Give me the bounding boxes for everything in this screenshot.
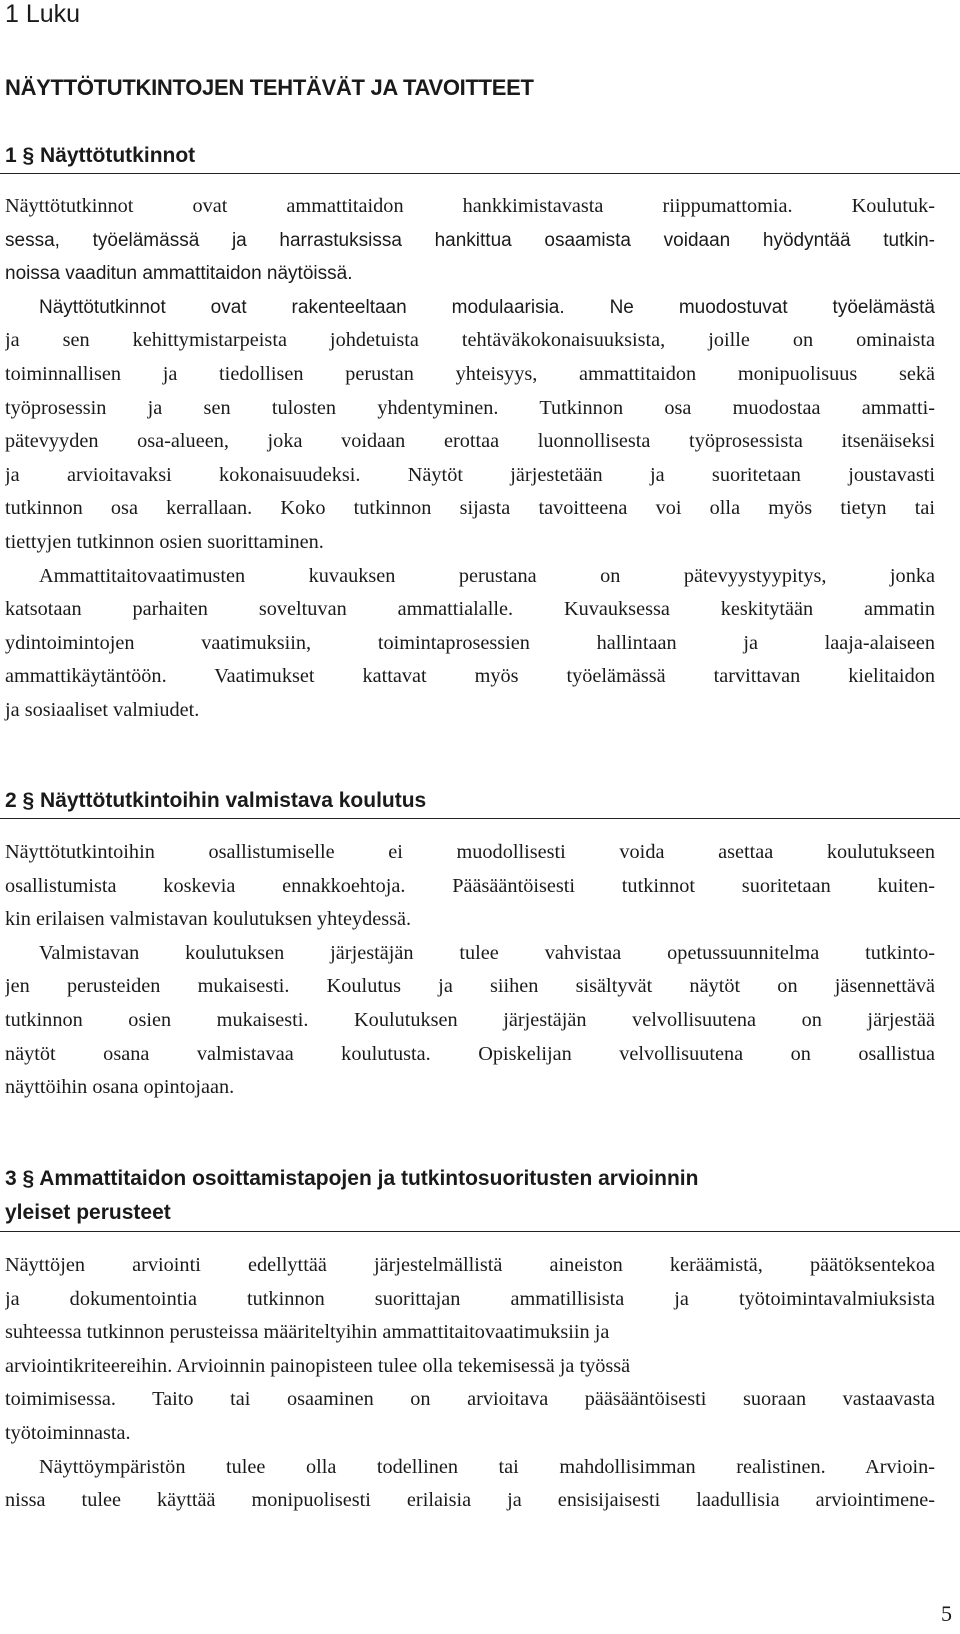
text-line: työtoiminnasta.	[5, 1421, 131, 1444]
text-line: työprosessin ja sen tulosten yhdentyminen. Tutkinnon osa muodostaa ammatti-	[5, 396, 935, 419]
text-line: arviointikriteereihin. Arvioinnin painopisteen tulee olla tekemisessä ja työssä	[5, 1354, 631, 1377]
text-line: jen perusteiden mukaisesti. Koulutus ja siihen sisältyvät näytöt on jäsennettävä	[5, 975, 935, 998]
section-3-body	[5, 1249, 935, 1518]
section-2-heading: 2 § Näyttötutkintoihin valmistava koulutus	[5, 789, 427, 812]
section-3-heading-line: yleiset perusteet	[5, 1201, 171, 1224]
text-line: toimimisessa. Taito tai osaaminen on arvioitava pääsääntöisesti suoraan vastaavasta	[5, 1388, 935, 1411]
text-line: pätevyyden osa-alueen, joka voidaan erottaa luonnollisesta työprosessista itsenäiseksi	[5, 430, 935, 453]
text-line: tutkinnon osien mukaisesti. Koulutuksen järjestäjän velvollisuutena on järjestää	[5, 1008, 935, 1031]
text-line: katsotaan parhaiten soveltuvan ammattialalle. Kuvauksessa keskitytään ammatin	[5, 598, 935, 621]
text-line: tutkinnon osa kerrallaan. Koko tutkinnon sijasta tavoitteena voi olla myös tietyn tai	[5, 497, 935, 520]
text-line: Näyttötutkintoihin osallistumiselle ei muodollisesti voida asettaa koulutukseen	[5, 841, 935, 863]
text-line: Valmistavan koulutuksen järjestäjän tulee vahvistaa opetussuunnitelma tutkinto-	[39, 941, 935, 964]
text-line: kin erilaisen valmistavan koulutuksen yhteydessä.	[5, 908, 412, 931]
text-line: Näyttötutkinnot ovat ammattitaidon hankkimistavasta riippumattomia. Koulutuk-	[5, 195, 935, 217]
text-line: sessa, työelämässä ja harrastuksissa hankittua osaamista voidaan hyödyntää tutkin-	[5, 229, 935, 251]
section-1-divider	[0, 173, 960, 174]
text-line: noissa vaaditun ammattitaidon näytöissä.	[5, 263, 353, 285]
text-line: osallistumista koskevia ennakkoehtoja. Pääsääntöisesti tutkinnot suoritetaan kuiten-	[5, 874, 935, 897]
text-line: Näyttöjen arviointi edellyttää järjestelmällistä aineiston keräämistä, päätöksentekoa	[5, 1254, 935, 1276]
text-line: näyttöihin osana opintojaan.	[5, 1076, 235, 1099]
text-line: ja sosiaaliset valmiudet.	[5, 698, 200, 721]
text-line: ja sen kehittymistarpeista johdetuista tehtäväkokonaisuuksista, joille on ominaista	[5, 329, 935, 352]
text-line: suhteessa tutkinnon perusteissa määriteltyihin ammattitaitovaatimuksiin ja	[5, 1321, 610, 1344]
page-number: 5	[941, 1601, 952, 1626]
text-line: ammattikäytäntöön. Vaatimukset kattavat myös työelämässä tarvittavan kielitaidon	[5, 665, 935, 688]
text-line: nissa tulee käyttää monipuolisesti erilaisia ja ensisijaisesti laadullisia arviointimene-	[5, 1489, 935, 1512]
section-3-heading	[5, 1162, 915, 1230]
text-line: toiminnallisen ja tiedollisen perustan yhteisyys, ammattitaidon monipuolisuus sekä	[5, 362, 935, 385]
section-1-heading: 1 § Näyttötutkinnot	[5, 144, 196, 167]
section-3-heading-line: 3 § Ammattitaidon osoittamistapojen ja tutkintosuoritusten arvioinnin	[5, 1167, 699, 1190]
text-line: ja arvioitavaksi kokonaisuudeksi. Näytöt järjestetään ja suoritetaan joustavasti	[5, 463, 935, 486]
section-2-body	[5, 836, 935, 1105]
section-1-body	[5, 190, 935, 728]
text-line: Näyttöympäristön tulee olla todellinen tai mahdollisimman realistinen. Arvioin-	[39, 1455, 935, 1478]
page-title: NÄYTTÖTUTKINTOJEN TEHTÄVÄT JA TAVOITTEET	[5, 75, 534, 100]
text-line: tiettyjen tutkinnon osien suorittaminen.	[5, 530, 324, 553]
section-3-divider	[0, 1231, 960, 1232]
section-2-divider	[0, 818, 960, 819]
chapter-label: 1 Luku	[5, 0, 81, 28]
text-line: Ammattitaitovaatimusten kuvauksen perustana on pätevyystyypitys, jonka	[39, 564, 935, 587]
text-line: näytöt osana valmistavaa koulutusta. Opiskelijan velvollisuutena on osallistua	[5, 1042, 935, 1065]
text-line: Näyttötutkinnot ovat rakenteeltaan modulaarisia. Ne muodostuvat työelämästä	[39, 296, 935, 318]
text-line: ja dokumentointia tutkinnon suorittajan ammatillisista ja työtoimintavalmiuksista	[5, 1287, 935, 1310]
text-line: ydintoimintojen vaatimuksiin, toimintaprosessien hallintaan ja laaja-alaiseen	[5, 631, 935, 654]
